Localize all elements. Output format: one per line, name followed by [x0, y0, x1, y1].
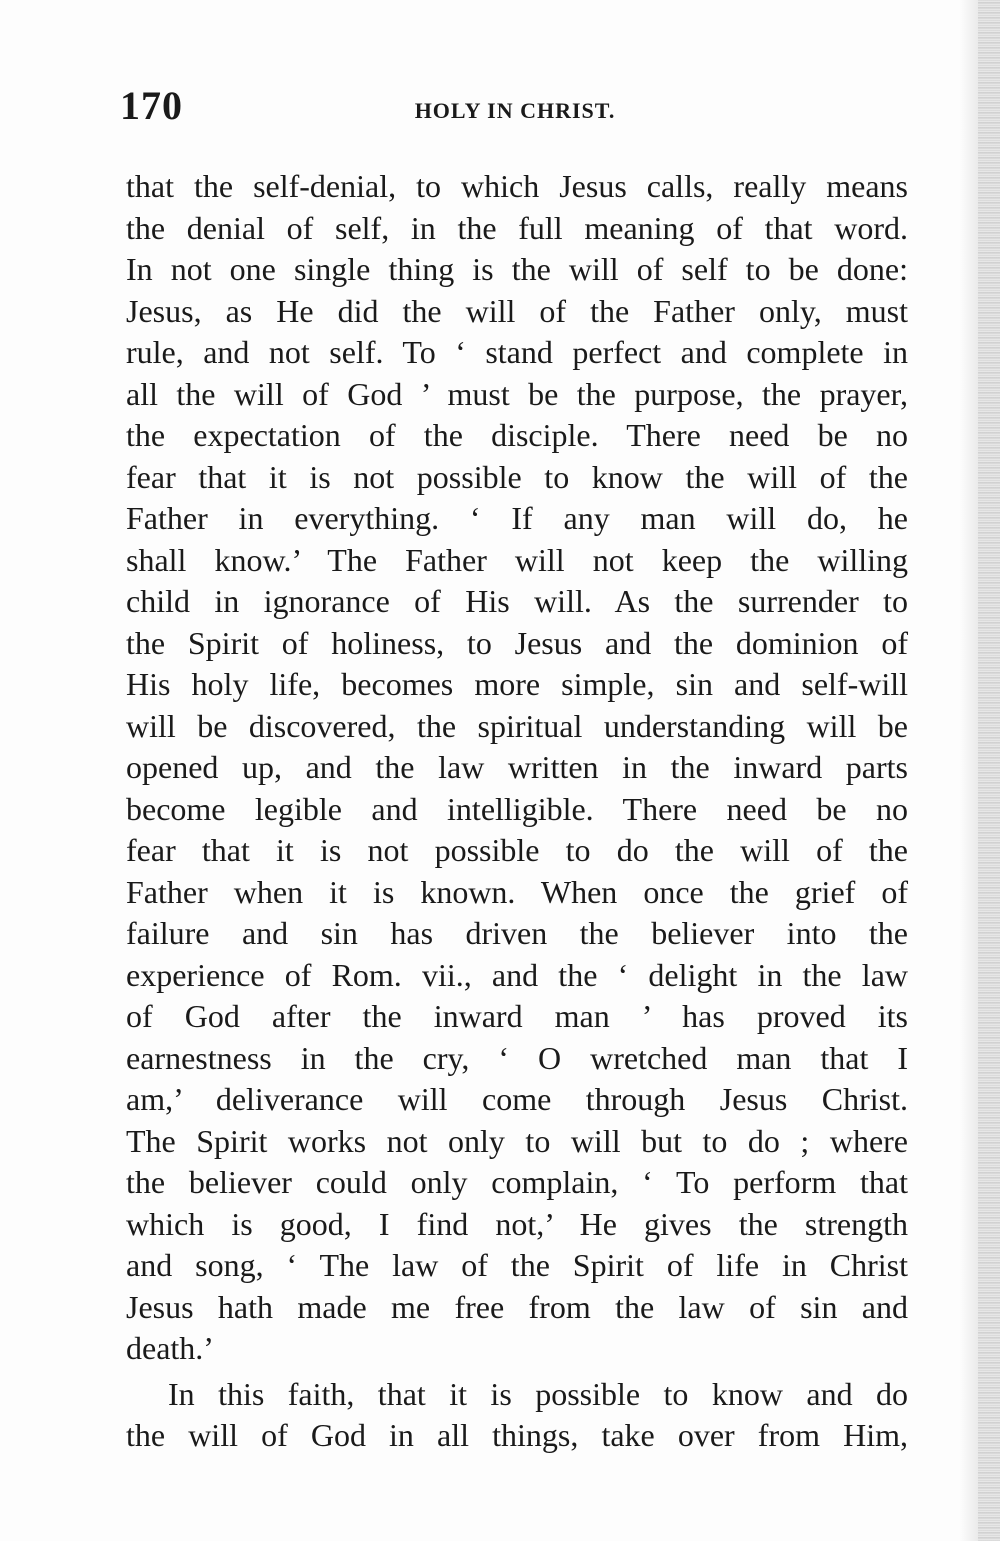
text-line: In this faith, that it is possible to know and do [168, 1375, 908, 1412]
text-line: His holy life, becomes more simple, sin and self-will [126, 666, 908, 702]
running-title: HOLY IN CHRIST. [414, 98, 616, 123]
text-line: rule, and not self. To ‘ stand perfect and complete in [126, 334, 908, 370]
text-line: Jesus, as He did the will of the Father only, must [126, 292, 908, 329]
text-line: which is good, I find not,’ He gives the strength [126, 1205, 908, 1242]
text-line: Father when it is known. When once the grief of [126, 873, 908, 910]
text-line: failure and sin has driven the believer into the [126, 915, 908, 951]
text-line: the will of God in all things, take over from Him, [126, 1417, 908, 1453]
text-line: Father in everything. ‘ If any man will do, he [126, 500, 908, 536]
page-header [120, 82, 910, 132]
text-line: The Spirit works not only to will but to do ; where [126, 1122, 908, 1159]
text-line: the denial of self, in the full meaning of that word. [126, 209, 908, 246]
text-line: fear that it is not possible to do the will of the [126, 832, 908, 868]
paragraph-1 [126, 166, 908, 1370]
text-line: Jesus hath made me free from the law of sin and [126, 1288, 908, 1325]
text-line: of God after the inward man ’ has proved its [126, 998, 908, 1034]
page-edge [978, 0, 1000, 1541]
text-line: In not one single thing is the will of self to be done: [126, 251, 908, 287]
text-line: all the will of God ’ must be the purpose, the prayer, [126, 375, 908, 412]
text-line: fear that it is not possible to know the will of the [126, 458, 908, 495]
text-line: earnestness in the cry, ‘ O wretched man that I [126, 1039, 908, 1076]
page-gutter-shadow [960, 0, 978, 1541]
text-line: and song, ‘ The law of the Spirit of life in Christ [126, 1247, 908, 1283]
text-line: am,’ deliverance will come through Jesus Christ. [126, 1081, 908, 1117]
page-number: 170 [120, 83, 183, 128]
text-line: experience of Rom. vii., and the ‘ delight in the law [126, 956, 908, 993]
text-line: become legible and intelligible. There need be no [126, 790, 908, 827]
body-text [126, 166, 908, 1457]
paragraph-2 [126, 1374, 908, 1457]
text-line: opened up, and the law written in the inward parts [126, 749, 908, 785]
text-line: the believer could only complain, ‘ To perform that [126, 1164, 908, 1200]
text-line: that the self-denial, to which Jesus calls, really means [126, 168, 908, 204]
text-line: the Spirit of holiness, to Jesus and the dominion of [126, 624, 908, 661]
text-line: shall know.’ The Father will not keep the willing [126, 541, 908, 578]
text-line: death.’ [126, 1330, 214, 1366]
text-line: will be discovered, the spiritual understanding will be [126, 707, 908, 744]
text-line: the expectation of the disciple. There need be no [126, 417, 908, 453]
text-line: child in ignorance of His will. As the surrender to [126, 583, 908, 619]
